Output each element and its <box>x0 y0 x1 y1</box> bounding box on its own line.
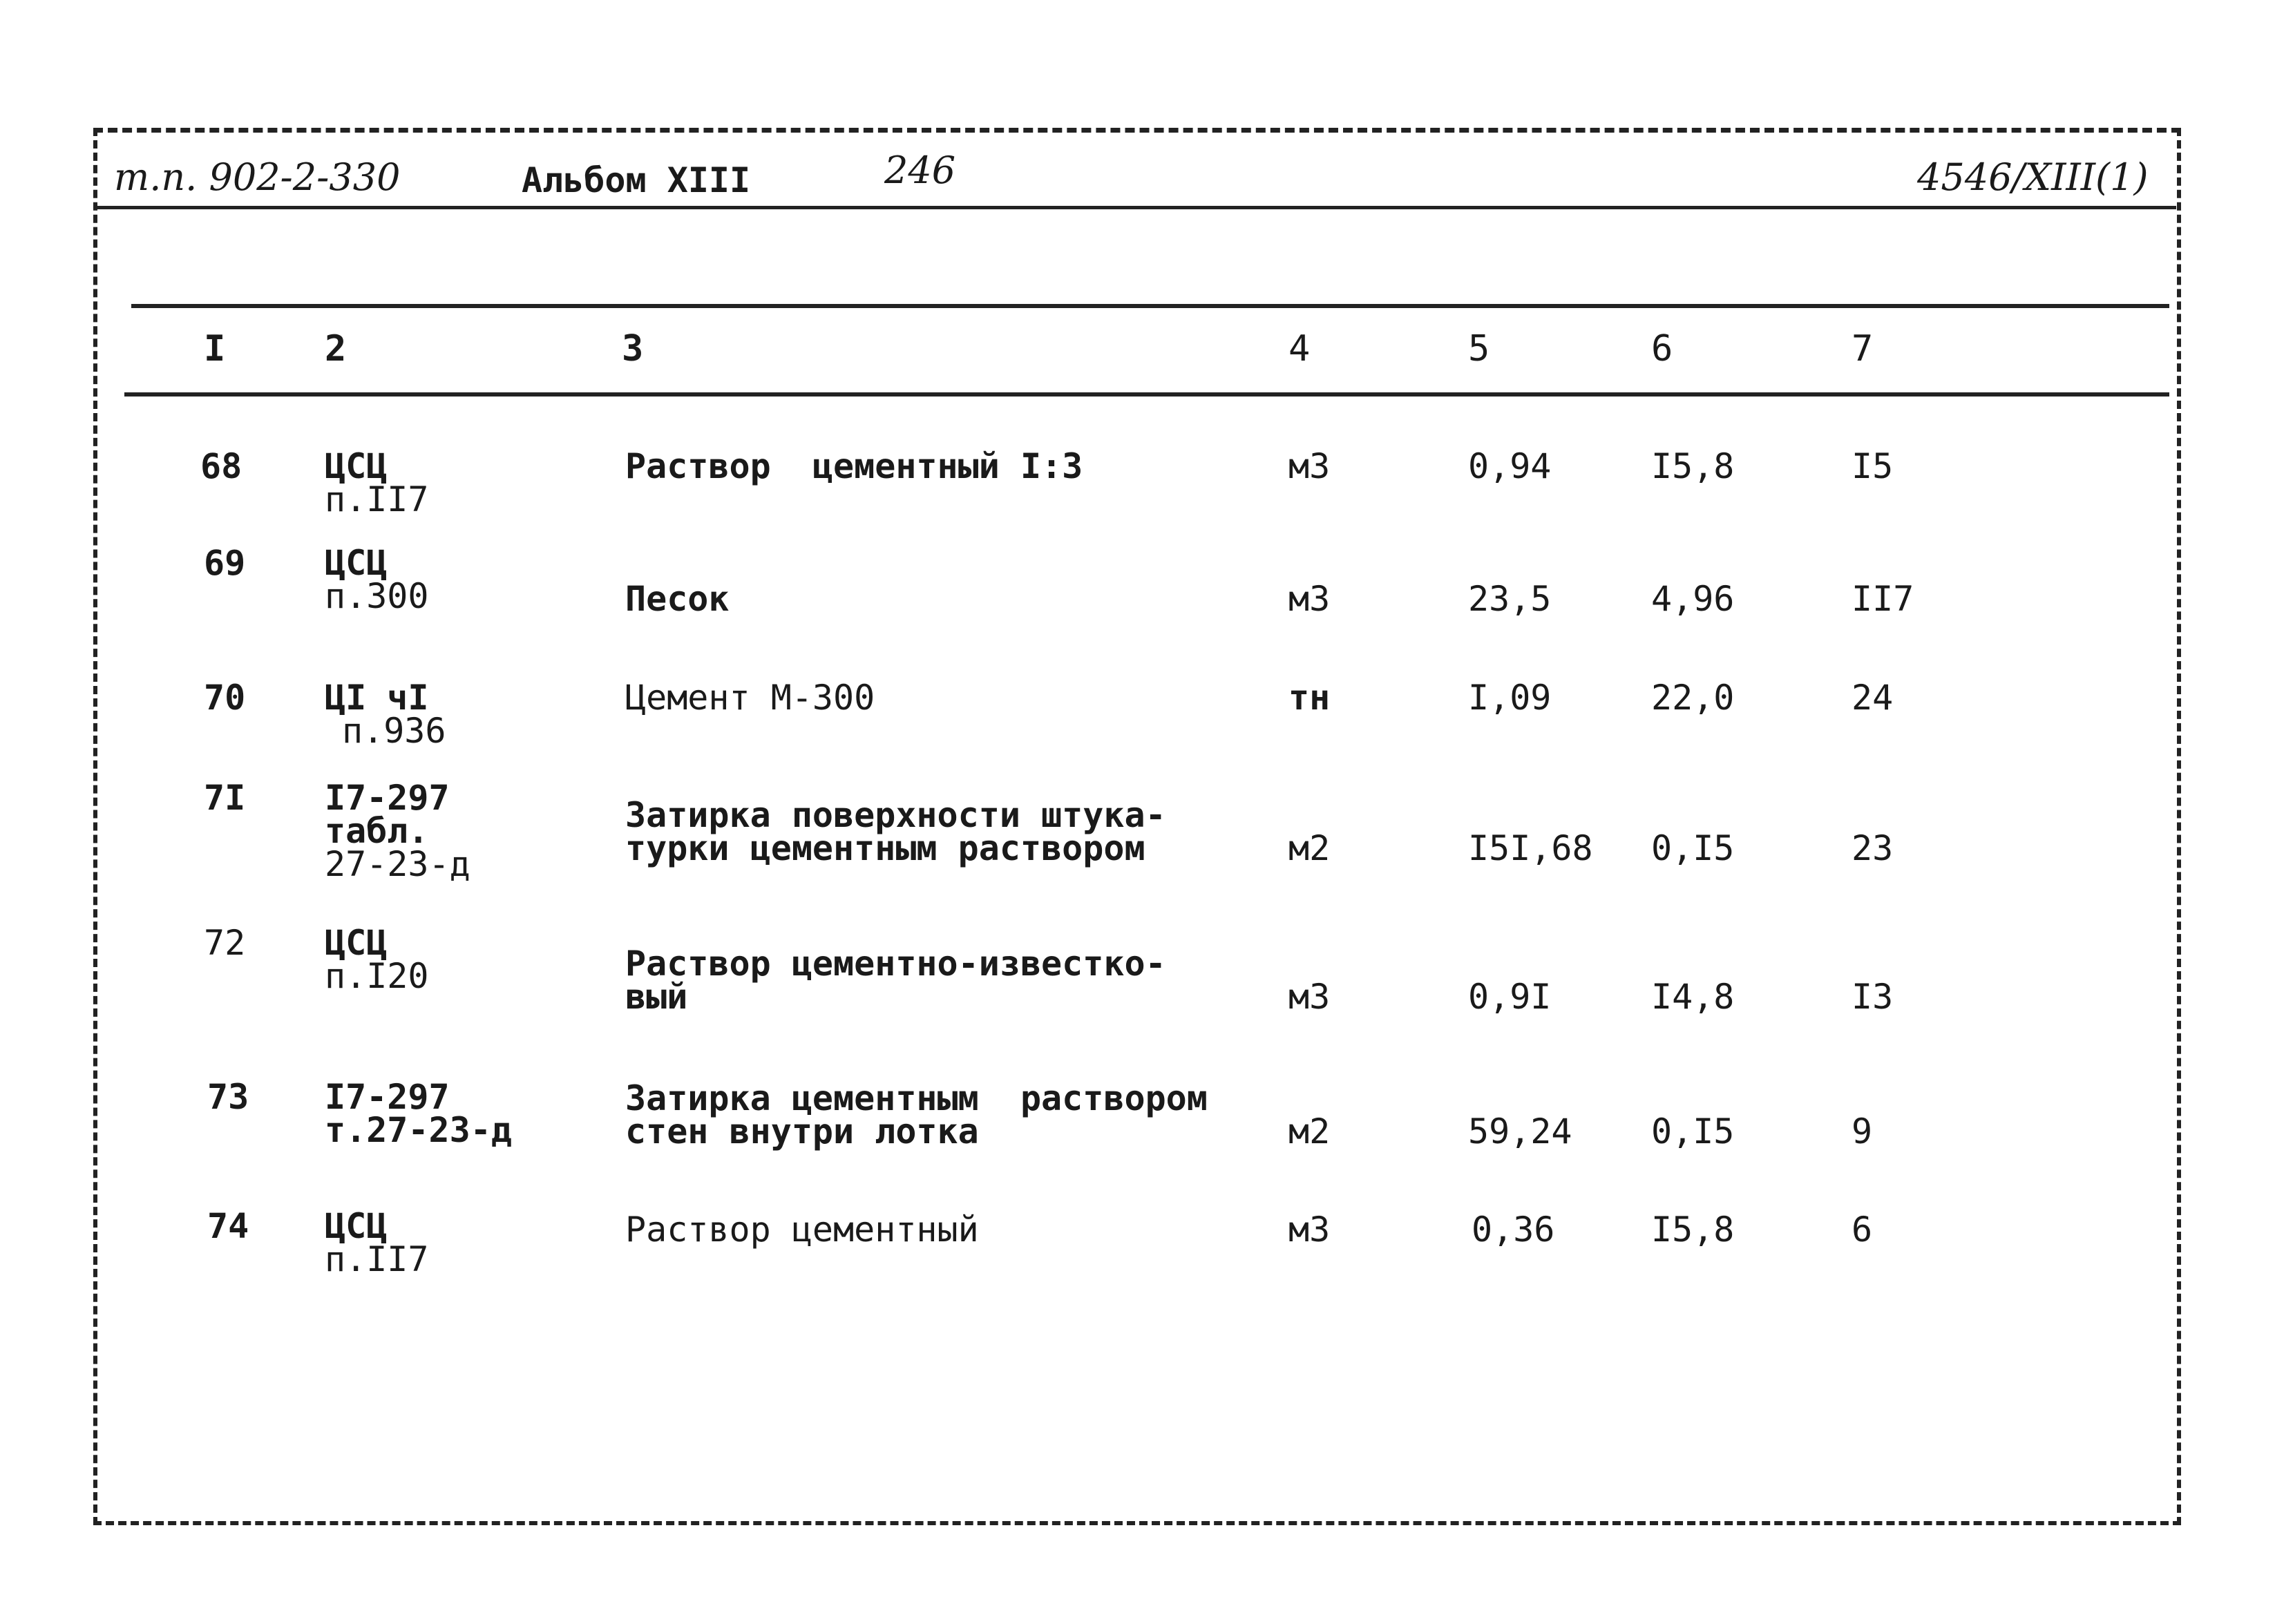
unit: м3 <box>1288 1210 1331 1250</box>
row-number: 70 <box>204 678 246 718</box>
total: 9 <box>1852 1111 1873 1152</box>
total: II7 <box>1852 579 1914 619</box>
code-line-2: т.27-23-д <box>325 1110 512 1150</box>
code-line-2: п.300 <box>325 576 429 616</box>
unit-price: 0,I5 <box>1651 828 1735 868</box>
total: I3 <box>1852 977 1894 1017</box>
page-number: 246 <box>884 149 956 192</box>
table-top-border <box>131 304 2169 308</box>
row-number: 74 <box>207 1206 249 1246</box>
description-line-1: Раствор цементный <box>625 1210 979 1250</box>
description-line-1: Цемент М-300 <box>625 678 875 718</box>
total: 6 <box>1852 1210 1873 1250</box>
column-header-5: 5 <box>1468 328 1490 370</box>
code-line-3: 27-23-д <box>325 844 470 884</box>
quantity: I,09 <box>1468 678 1552 718</box>
unit: м3 <box>1288 977 1331 1017</box>
row-number: 7I <box>204 778 246 818</box>
code-line-1: ЦI чI <box>325 678 429 718</box>
column-header-7: 7 <box>1852 328 1874 370</box>
unit-price: 4,96 <box>1651 579 1735 619</box>
quantity: I5I,68 <box>1468 828 1593 868</box>
description-line-1: Затирка поверхности штука- <box>625 795 1166 835</box>
row-number: 73 <box>207 1077 249 1117</box>
table-header-border <box>124 392 2169 397</box>
code-line-1: ЦСЦ <box>325 1206 388 1246</box>
header-divider <box>97 206 2176 209</box>
code-line-2: п.II7 <box>325 479 429 519</box>
quantity: 0,94 <box>1468 446 1552 486</box>
quantity: 23,5 <box>1468 579 1552 619</box>
unit-price: I5,8 <box>1651 1210 1735 1250</box>
code-line-2: п.936 <box>342 711 446 751</box>
unit: м3 <box>1288 579 1331 619</box>
archive-code: 4546/XIII(1) <box>1917 155 2149 199</box>
description-line-2: турки цементным раствором <box>625 828 1145 868</box>
quantity: 0,9I <box>1468 977 1552 1017</box>
description-line-1: Раствор цементный I:3 <box>625 446 1083 486</box>
row-number: 68 <box>200 446 242 486</box>
column-header-1: I <box>204 328 226 370</box>
row-number: 69 <box>204 543 246 583</box>
code-line-1: I7-297 <box>325 778 450 818</box>
row-number: 72 <box>204 923 246 963</box>
column-header-2: 2 <box>325 328 347 370</box>
description-line-2: вый <box>625 977 688 1017</box>
album-label: Альбом XIII <box>522 160 751 200</box>
unit-price: I5,8 <box>1651 446 1735 486</box>
description-line-1: Раствор цементно-известко- <box>625 944 1166 984</box>
description-line-1: Песок <box>625 579 730 619</box>
unit: тн <box>1288 678 1331 718</box>
total: 24 <box>1852 678 1894 718</box>
column-header-3: 3 <box>622 328 644 370</box>
description-line-2: стен внутри лотка <box>625 1111 979 1152</box>
unit-price: 22,0 <box>1651 678 1735 718</box>
code-line-1: I7-297 <box>325 1077 450 1117</box>
unit: м3 <box>1288 446 1331 486</box>
quantity: 0,36 <box>1472 1210 1555 1250</box>
quantity: 59,24 <box>1468 1111 1572 1152</box>
code-line-1: ЦСЦ <box>325 923 388 963</box>
unit: м2 <box>1288 828 1331 868</box>
code-line-1: ЦСЦ <box>325 446 388 486</box>
code-line-2: п.II7 <box>325 1239 429 1279</box>
total: I5 <box>1852 446 1894 486</box>
unit-price: 0,I5 <box>1651 1111 1735 1152</box>
total: 23 <box>1852 828 1894 868</box>
description-line-1: Затирка цементным раствором <box>625 1078 1208 1118</box>
column-header-6: 6 <box>1651 328 1673 370</box>
code-line-2: п.I20 <box>325 956 429 996</box>
unit: м2 <box>1288 1111 1331 1152</box>
code-line-2: табл. <box>325 811 429 851</box>
project-code: т.п. 902-2-330 <box>114 155 401 199</box>
code-line-1: ЦСЦ <box>325 543 388 583</box>
column-header-4: 4 <box>1288 328 1311 370</box>
unit-price: I4,8 <box>1651 977 1735 1017</box>
